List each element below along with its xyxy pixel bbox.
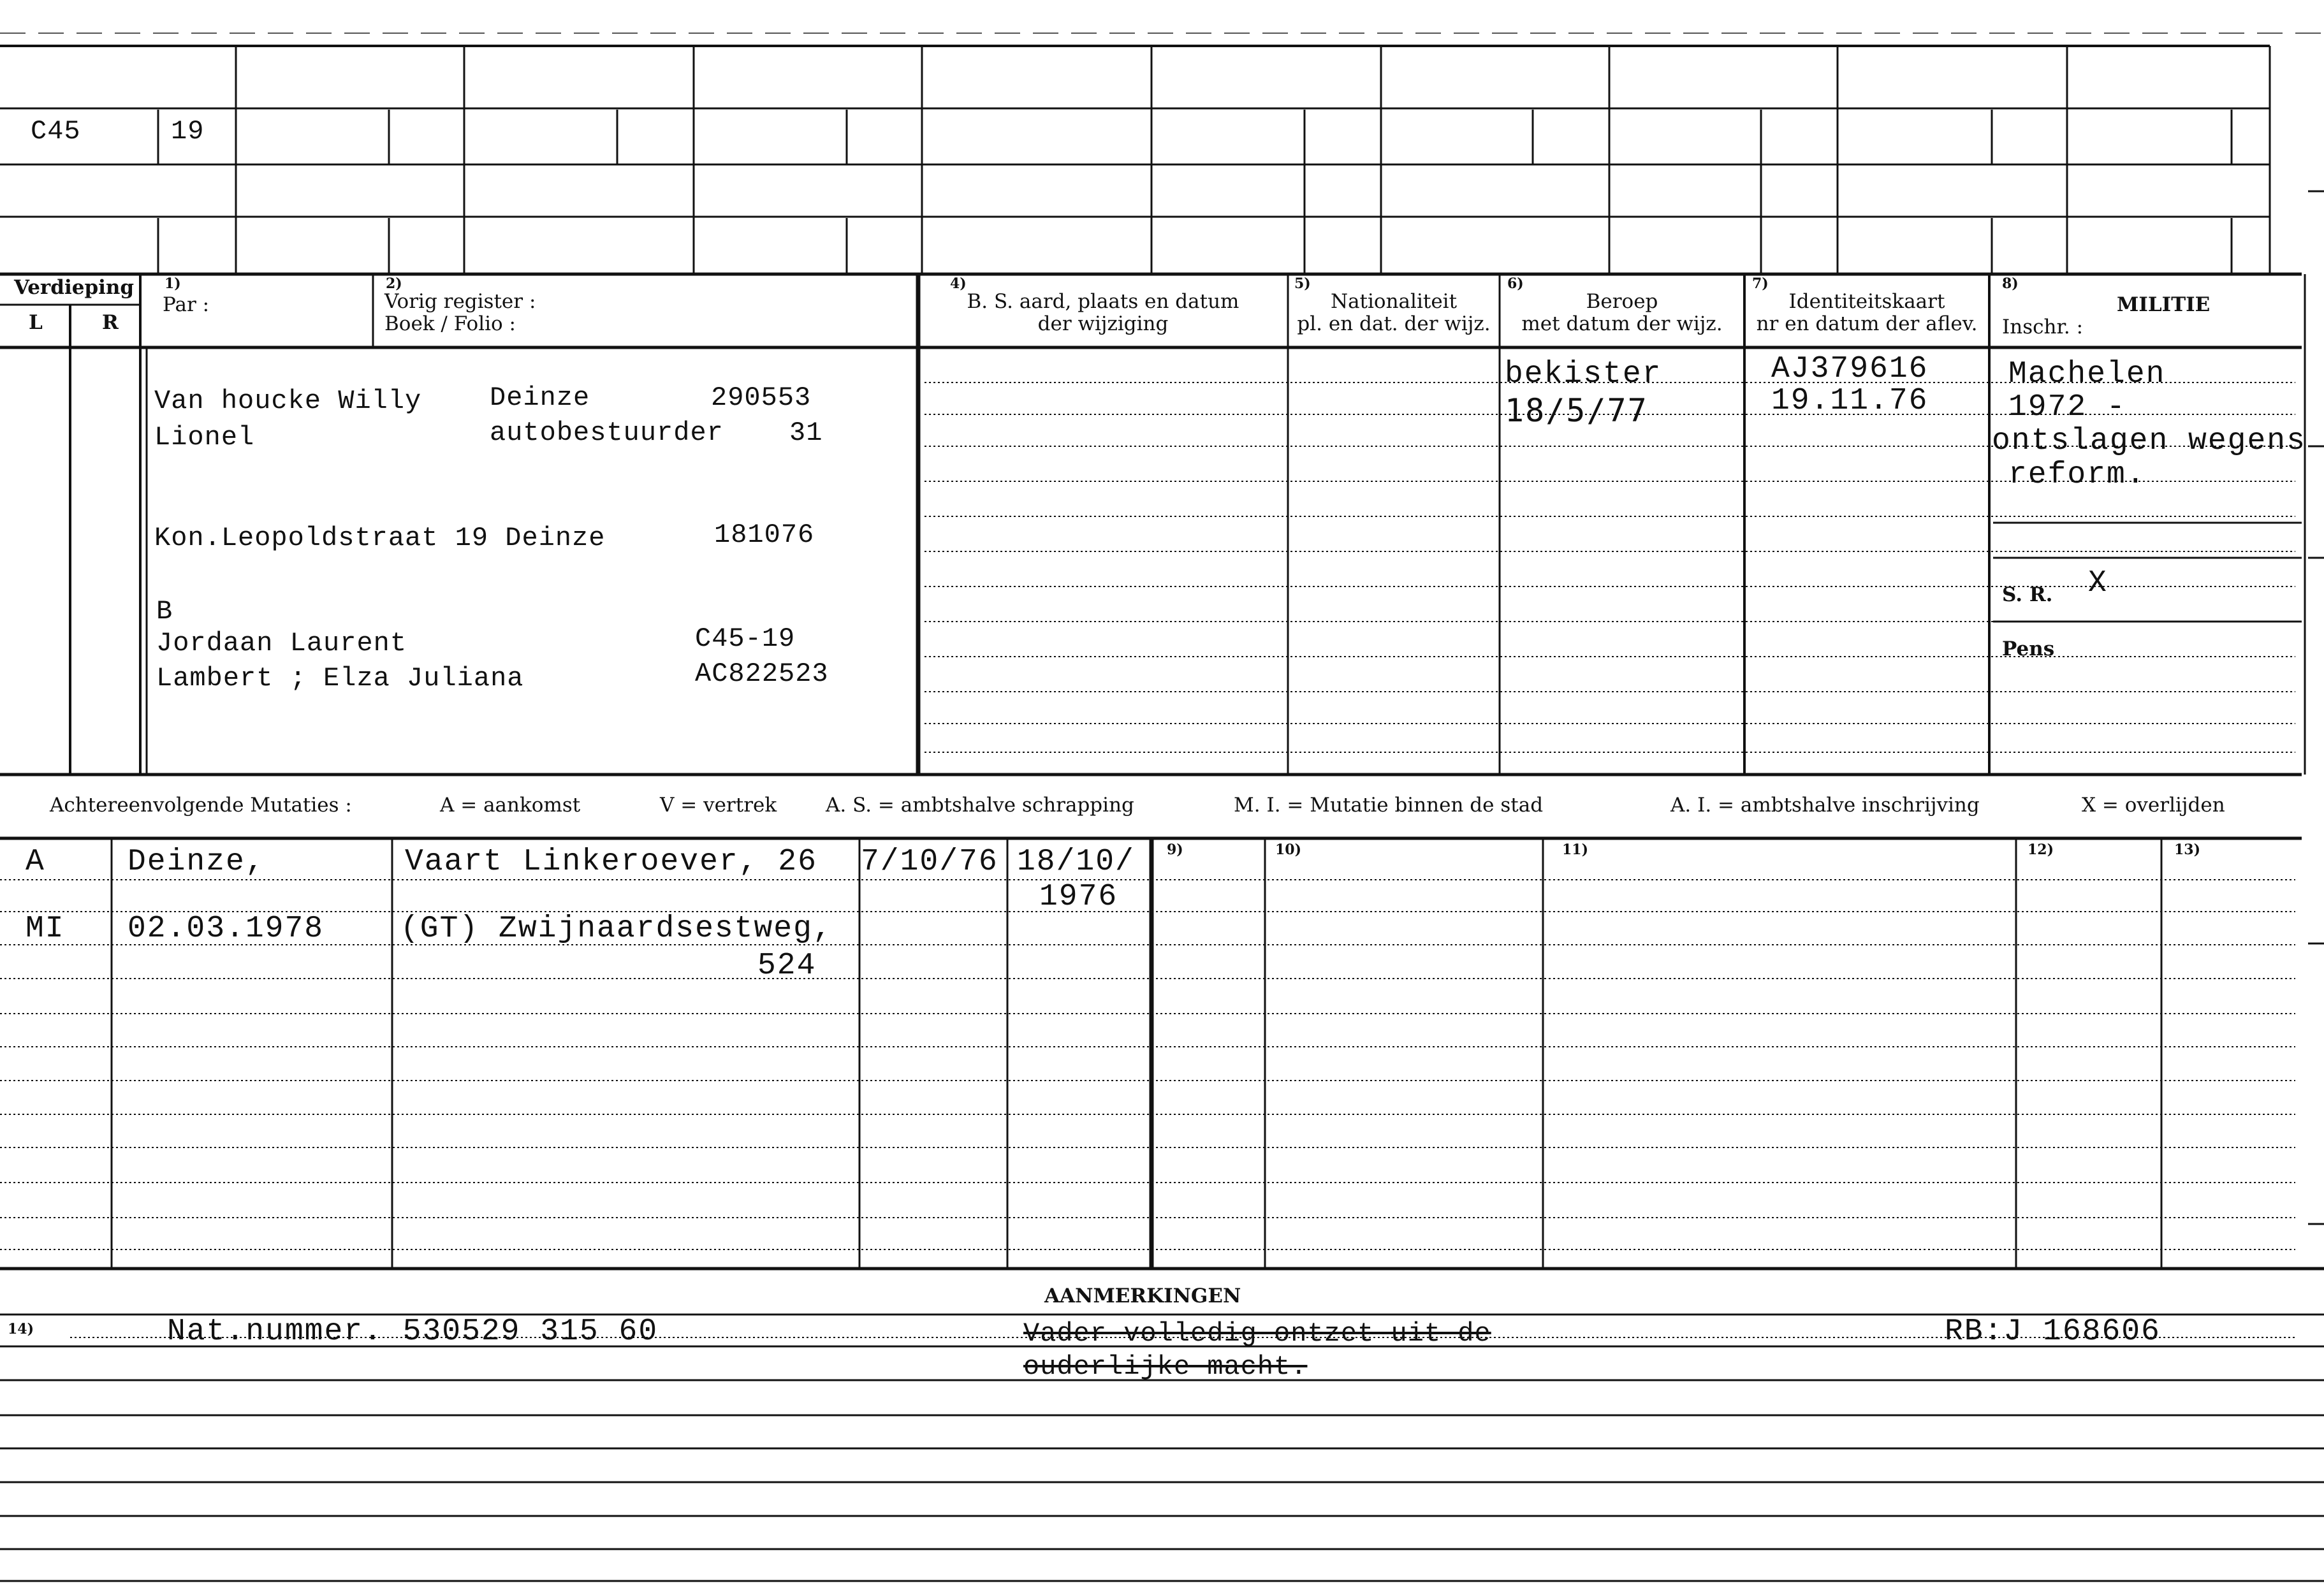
bs-header-line2: der wijziging: [1037, 312, 1169, 335]
column-r-label: R: [102, 311, 119, 334]
beroep-header-line1: Beroep: [1586, 290, 1658, 313]
verdieping-label: Verdieping: [14, 276, 135, 299]
par-label: Par :: [163, 293, 210, 316]
legend-x: X = overlijden: [2082, 794, 2225, 817]
partner2-ref: AC822523: [695, 659, 829, 689]
beroep-header-line2: met datum der wijz.: [1521, 312, 1723, 335]
card-number: 19: [171, 116, 205, 147]
struck-remark-line1: Vader volledig ontzet uit de: [1023, 1318, 1491, 1349]
beroep-number: 6): [1507, 275, 1524, 292]
nat-header-line1: Nationaliteit: [1330, 290, 1458, 313]
person-name-line2: Lionel: [154, 422, 255, 453]
mutation-2-street: (GT) Zwijnaardsestweg,: [400, 912, 833, 946]
bs-number: 4): [950, 275, 967, 292]
mutation-1-date2: 18/10/: [1017, 845, 1135, 879]
partner1-name: Jordaan Laurent: [156, 628, 407, 659]
legend-v: V = vertrek: [660, 794, 777, 817]
sr-label: S. R.: [2002, 583, 2053, 606]
mutation-1-date1: 7/10/76: [861, 845, 998, 879]
person-status: B: [156, 596, 173, 627]
beroep-date: 18/5/77: [1505, 392, 1648, 429]
legend-as: A. S. = ambtshalve schrapping: [826, 794, 1134, 817]
mutation-col-10: 10): [1275, 841, 1302, 858]
mutation-col-13: 13): [2174, 841, 2201, 858]
person-birthdate: 290553: [711, 382, 812, 413]
id-number-label: 7): [1752, 275, 1769, 292]
mutation-col-11: 11): [1562, 841, 1589, 858]
person-address-date: 181076: [714, 520, 815, 550]
par-number: 1): [164, 275, 181, 292]
partner1-ref: C45-19: [695, 623, 796, 654]
national-number: Nat.nummer. 530529 315 60: [167, 1315, 659, 1349]
mutation-2-street-number: 524: [757, 949, 817, 983]
vorig-number: 2): [386, 275, 402, 292]
militie-line1: Machelen: [2008, 357, 2166, 391]
mutation-2-type: MI: [26, 912, 65, 946]
id-card-number: AJ379616: [1771, 352, 1929, 386]
beroep-value: bekister: [1505, 357, 1662, 391]
rb-number: RB:J 168606: [1945, 1315, 2161, 1349]
mutation-1-type: A: [26, 845, 45, 879]
legend-ai: A. I. = ambtshalve inschrijving: [1670, 794, 1980, 817]
person-mark: 31: [789, 418, 823, 448]
id-header-line1: Identiteitskaart: [1788, 290, 1945, 313]
person-address: Kon.Leopoldstraat 19 Deinze: [154, 523, 606, 553]
militie-line3: ontslagen wegens: [1992, 424, 2306, 458]
id-header-line2: nr en datum der aflev.: [1756, 312, 1978, 335]
column-l-label: L: [29, 311, 43, 334]
mutation-2-date: 02.03.1978: [128, 912, 325, 946]
person-name-line1: Van houcke Willy: [154, 386, 422, 416]
person-birthplace: Deinze: [490, 382, 590, 413]
militie-header: MILITIE: [2117, 293, 2211, 316]
militie-line4: reform.: [2008, 458, 2146, 492]
legend-a: A = aankomst: [440, 794, 581, 817]
militie-number: 8): [2002, 275, 2019, 292]
mutation-col-12: 12): [2028, 841, 2054, 858]
legend-mi: M. I. = Mutatie binnen de stad: [1234, 794, 1544, 817]
aanmerkingen-title: AANMERKINGEN: [1044, 1285, 1241, 1307]
aanmerkingen-number: 14): [8, 1321, 34, 1337]
mutation-1-street: Vaart Linkeroever, 26: [405, 845, 817, 879]
id-card-date: 19.11.76: [1771, 384, 1929, 418]
nat-header-line2: pl. en dat. der wijz.: [1297, 312, 1491, 335]
card-code: C45: [31, 116, 81, 147]
pens-label: Pens: [2002, 637, 2055, 660]
legend-title: Achtereenvolgende Mutaties :: [50, 794, 352, 817]
sr-value: X: [2088, 566, 2108, 601]
militie-line2: 1972 -: [2008, 390, 2126, 425]
person-occupation: autobestuurder: [490, 418, 724, 448]
vorig-register-label: Vorig register :: [384, 290, 536, 313]
mutation-col-9: 9): [1167, 841, 1183, 858]
inschr-label: Inschr. :: [2002, 316, 2084, 339]
mutation-1-date2-year: 1976: [1039, 880, 1118, 914]
bs-header-line1: B. S. aard, plaats en datum: [967, 290, 1239, 313]
nat-number: 5): [1294, 275, 1311, 292]
struck-remark-line2: ouderlijke macht.: [1023, 1351, 1308, 1382]
mutation-1-place: Deinze,: [128, 845, 265, 879]
boek-folio-label: Boek / Folio :: [384, 312, 516, 335]
partner2-name: Lambert ; Elza Juliana: [156, 663, 524, 694]
